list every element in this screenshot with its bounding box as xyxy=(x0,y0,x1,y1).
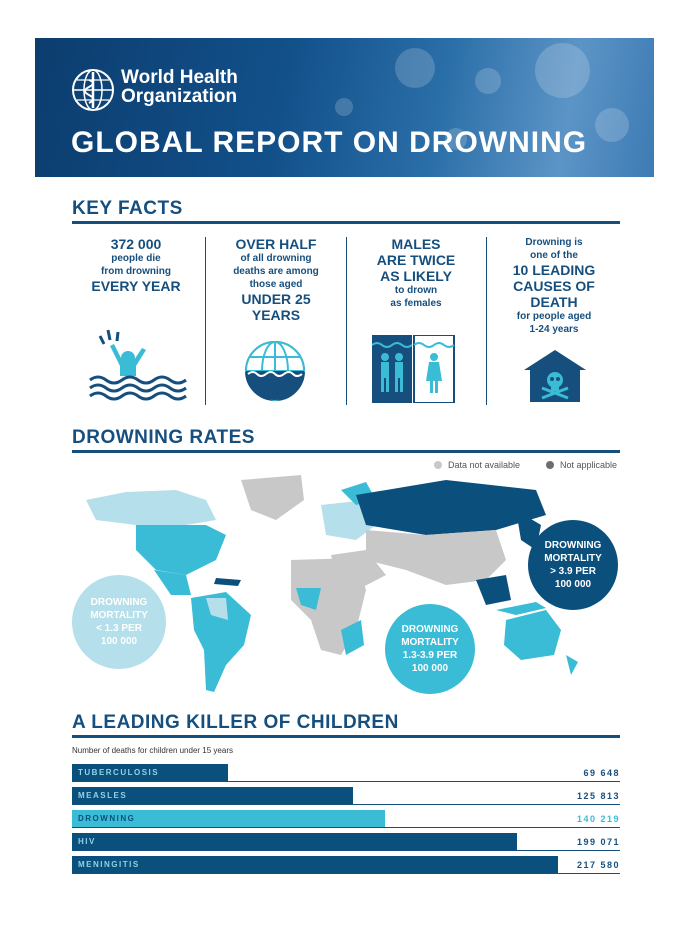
mid-mortality-circle: DROWNING MORTALITY 1.3-3.9 PER 100 000 xyxy=(385,604,475,694)
bar-fill xyxy=(72,856,558,873)
bar-category-label: DROWNING xyxy=(78,814,136,823)
fact-under-25: OVER HALF of all drowning deaths are among those aged UNDER 25 YEARS xyxy=(233,236,319,323)
bar-category-label: HIV xyxy=(78,837,96,846)
bar-value-label: 125 813 xyxy=(576,791,620,801)
drowning-rates-rule xyxy=(72,450,620,453)
fact-divider xyxy=(346,237,347,405)
bar-row xyxy=(72,833,620,851)
bar-value-label: 199 071 xyxy=(576,837,620,847)
key-facts-rule xyxy=(72,221,620,224)
children-heading: A LEADING KILLER OF CHILDREN xyxy=(72,712,399,733)
high-mortality-circle: DROWNING MORTALITY > 3.9 PER 100 000 xyxy=(528,520,618,610)
low-mortality-circle: DROWNING MORTALITY < 1.3 PER 100 000 xyxy=(72,575,166,669)
bar-category-label: MEASLES xyxy=(78,791,128,800)
bar-row xyxy=(72,764,620,782)
chart-subtitle: Number of deaths for children under 15 years xyxy=(72,746,233,755)
bar-row xyxy=(72,810,620,828)
fact-leading-causes: Drowning is one of the 10 LEADING CAUSES OF DEATH for people aged 1-24 years xyxy=(512,237,596,335)
male-female-icon xyxy=(372,335,456,403)
bar-row xyxy=(72,856,620,874)
key-facts-heading: KEY FACTS xyxy=(72,198,183,219)
bar-fill xyxy=(72,833,517,850)
fact-divider xyxy=(486,237,487,405)
bar-category-label: MENINGITIS xyxy=(78,860,140,869)
children-rule xyxy=(72,735,620,738)
fact-divider xyxy=(205,237,206,405)
bar-value-label: 217 580 xyxy=(576,860,620,870)
drowning-rates-heading: DROWNING RATES xyxy=(72,427,255,448)
legend-dot-icon xyxy=(434,461,442,469)
org-name: World Health Organization xyxy=(121,67,238,107)
bar-category-label: TUBERCULOSIS xyxy=(78,768,160,777)
who-logo-icon xyxy=(71,68,115,112)
globe-icon xyxy=(244,340,306,402)
header-banner xyxy=(35,38,654,177)
bar-value-label: 140 219 xyxy=(576,814,620,824)
fact-deaths: 372 000 people die from drowning EVERY YEAR xyxy=(91,236,181,294)
legend-dot-icon xyxy=(546,461,554,469)
fact-males: MALES ARE TWICE AS LIKELY to drown as females xyxy=(376,236,456,309)
legend-data-not-available: Data not available xyxy=(434,460,520,470)
drowning-person-icon xyxy=(88,328,188,404)
legend-not-applicable: Not applicable xyxy=(546,460,617,470)
report-title: GLOBAL REPORT ON DROWNING xyxy=(71,126,588,159)
house-skull-icon xyxy=(524,350,586,402)
bar-value-label: 69 648 xyxy=(583,768,620,778)
bar-row xyxy=(72,787,620,805)
